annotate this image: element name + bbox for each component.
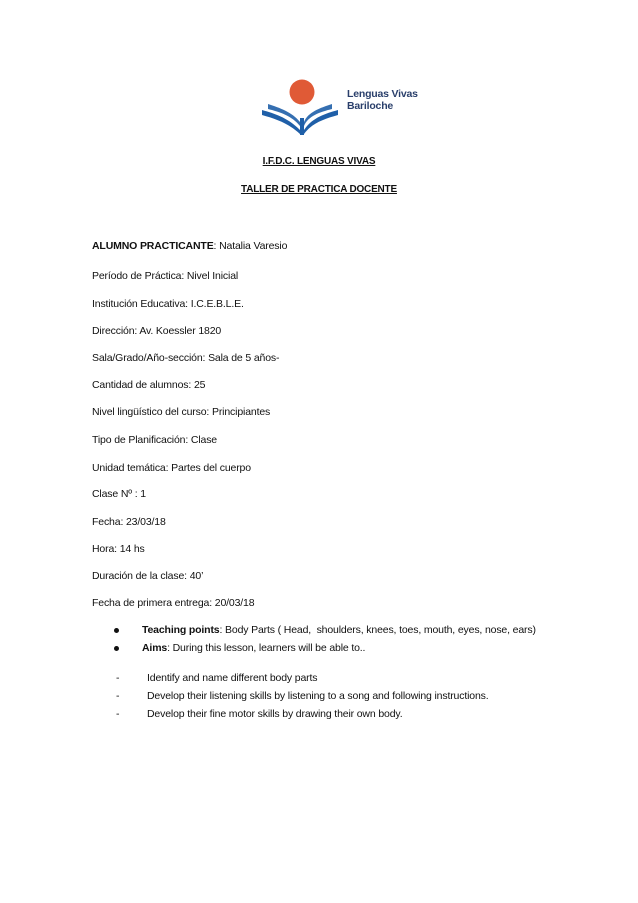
field-value: Nivel Inicial bbox=[186, 270, 239, 282]
field-label: Dirección bbox=[92, 325, 135, 337]
institute-title: I.F.D.C. LENGUAS VIVAS bbox=[262, 156, 376, 167]
field-label: ALUMNO PRACTICANTE bbox=[92, 240, 214, 252]
logo-book-left-page bbox=[262, 110, 300, 134]
field-label: Nivel lingüístico del curso bbox=[92, 406, 207, 418]
field-label: Duración de la clase bbox=[92, 570, 185, 582]
field-value: 20/03/18 bbox=[214, 597, 255, 609]
bullet-label: Teaching points bbox=[142, 624, 220, 636]
bullet-text bbox=[142, 642, 365, 654]
bullet-dot-icon bbox=[114, 628, 119, 633]
field-value: 40’ bbox=[189, 570, 204, 582]
field-separator: : bbox=[114, 543, 120, 555]
aim-dash: - bbox=[116, 690, 120, 702]
aim-dash: - bbox=[116, 708, 120, 720]
field-separator: : bbox=[120, 516, 126, 528]
field-value: 14 hs bbox=[119, 543, 145, 555]
field-separator: : bbox=[181, 270, 187, 282]
logo-wordmark bbox=[347, 88, 418, 112]
field-separator: : bbox=[184, 570, 190, 582]
field-value: 1 bbox=[140, 488, 146, 500]
field-separator: : bbox=[185, 298, 191, 310]
bullet-body: During this lesson, learners will be able to.. bbox=[172, 642, 366, 654]
field-label: Unidad temática bbox=[92, 462, 166, 474]
field-separator: : bbox=[131, 488, 141, 500]
logo-line-1: Lenguas Vivas bbox=[347, 88, 418, 100]
field-row bbox=[92, 298, 244, 310]
logo-line-2: Bariloche bbox=[347, 100, 394, 112]
field-row bbox=[92, 462, 251, 474]
field-value: Natalia Varesio bbox=[219, 240, 288, 252]
field-separator: : bbox=[202, 352, 209, 364]
field-label: Fecha de primera entrega bbox=[92, 597, 210, 609]
field-row bbox=[92, 516, 166, 528]
field-label: Institución Educativa bbox=[92, 298, 186, 310]
bullet-label: Aims bbox=[142, 642, 168, 654]
bullet-text bbox=[142, 624, 536, 636]
field-separator: : bbox=[165, 462, 172, 474]
field-row bbox=[92, 270, 238, 282]
aim-text: Develop their listening skills by listening to a song and following instructions. bbox=[147, 690, 489, 702]
field-label: Hora bbox=[92, 543, 115, 555]
field-row bbox=[92, 352, 279, 364]
field-value: 23/03/18 bbox=[125, 516, 166, 528]
field-row bbox=[92, 406, 270, 418]
field-separator: : bbox=[188, 379, 194, 391]
field-value: Principiantes bbox=[211, 406, 271, 418]
field-label: Período de Práctica bbox=[92, 270, 182, 282]
aim-text: Identify and name different body parts bbox=[147, 672, 318, 684]
bullet-dot-icon bbox=[114, 646, 119, 651]
field-value: I.C.E.B.L.E. bbox=[190, 298, 244, 310]
logo-sun-circle bbox=[290, 80, 315, 105]
field-value: Av. Koessler 1820 bbox=[139, 325, 222, 337]
aim-text: Develop their fine motor skills by drawing their own body. bbox=[147, 708, 403, 720]
field-label: Sala/Grado/Año-sección bbox=[92, 352, 203, 364]
logo-book-right-page bbox=[304, 110, 338, 134]
field-label: Cantidad de alumnos bbox=[92, 379, 189, 391]
field-row bbox=[92, 597, 254, 609]
aim-dash: - bbox=[116, 672, 120, 684]
lenguas-vivas-logo bbox=[258, 74, 428, 140]
field-row bbox=[92, 240, 287, 252]
field-row bbox=[92, 379, 205, 391]
field-separator: : bbox=[206, 406, 212, 418]
bullet-body: Body Parts ( Head, shoulders, knees, toes, mouth, eyes, nose, ears) bbox=[225, 624, 536, 636]
field-separator: : bbox=[134, 325, 140, 337]
field-label: Tipo de Planificación bbox=[92, 434, 186, 446]
field-value: Clase bbox=[190, 434, 218, 446]
field-separator: : bbox=[209, 597, 215, 609]
field-label: Fecha bbox=[92, 516, 121, 528]
field-separator: : bbox=[185, 434, 191, 446]
field-row bbox=[92, 434, 217, 446]
field-row bbox=[92, 543, 145, 555]
book-sun-icon bbox=[258, 74, 348, 140]
logo-book-spine bbox=[300, 118, 304, 135]
field-row bbox=[92, 488, 146, 500]
field-separator: : bbox=[213, 240, 220, 252]
field-row bbox=[92, 570, 203, 582]
workshop-title: TALLER DE PRACTICA DOCENTE bbox=[241, 184, 397, 195]
field-row bbox=[92, 325, 221, 337]
field-value: Sala de 5 años- bbox=[208, 352, 280, 364]
bullet-separator: : bbox=[167, 642, 173, 654]
field-value: 25 bbox=[193, 379, 206, 391]
field-label: Clase Nº bbox=[92, 488, 132, 500]
field-value: Partes del cuerpo bbox=[171, 462, 251, 474]
bullet-separator: : bbox=[219, 624, 226, 636]
